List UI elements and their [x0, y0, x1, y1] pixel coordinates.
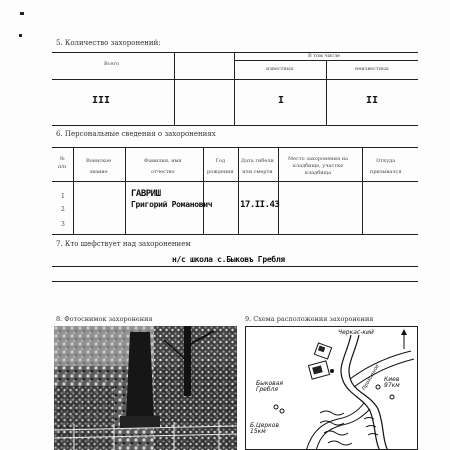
col-unknown: неизвестных: [355, 66, 389, 72]
map-label-kiev: Киев 97км: [384, 376, 400, 390]
header-death: Дата гибели или смерти: [241, 158, 274, 175]
grave-photo: [54, 326, 237, 450]
table-line: [362, 147, 363, 234]
section5-heading: 5. Количество захоронений:: [56, 39, 161, 47]
table-line: [52, 125, 418, 126]
table-line: [278, 147, 279, 234]
scan-mark: [19, 34, 22, 37]
header-origin: Откуда призывался: [370, 158, 402, 175]
header-num: № п/п: [58, 156, 67, 170]
header-rank: Воинское звание: [86, 158, 112, 175]
value-total: III: [92, 95, 111, 106]
col-known: известных: [266, 66, 294, 72]
table-line: [52, 147, 418, 148]
section6-heading: 6. Персональные сведения о захоронениях: [56, 130, 216, 138]
grave-photo-image: [54, 326, 237, 450]
table-line: [52, 234, 418, 235]
table-line: [73, 147, 74, 234]
col-total: Всего: [104, 61, 120, 67]
header-birth: Год рождения: [207, 158, 234, 175]
given-names: Григорий Романович: [131, 200, 213, 209]
map-label-road: Проходное: [361, 363, 381, 392]
table-line: [125, 147, 126, 234]
row-number: 1: [61, 193, 65, 200]
map-label-bykova: Быковая Гребля: [256, 380, 283, 394]
header-place: Место захоронения на кладбище, участке кладбища: [288, 156, 349, 176]
patron-value: н/с школа с.Быковъ Гребля: [172, 255, 285, 264]
underline: [52, 281, 418, 282]
row-number: 3: [61, 221, 65, 228]
row-number: 2: [61, 206, 65, 213]
col-including: В том числе: [308, 53, 341, 59]
map-label-cherkassy: Черкас-кий: [338, 329, 374, 336]
table-line: [203, 147, 204, 234]
value-known: I: [278, 95, 285, 106]
header-name: Фамилия, имя отчество: [144, 158, 182, 175]
table-line: [326, 60, 327, 125]
surname: ГАВРИШ: [131, 189, 161, 199]
scan-mark: [20, 12, 24, 15]
death-date: 17.II.43: [240, 200, 280, 210]
table-line: [52, 52, 418, 53]
value-unknown: II: [366, 95, 379, 106]
table-line: [52, 79, 418, 80]
location-map: [245, 326, 418, 450]
table-line: [238, 147, 239, 234]
section7-heading: 7. Кто шефствует над захоронением: [56, 240, 191, 248]
section9-heading: 9. Схема расположения захоронения: [245, 315, 374, 323]
table-line: [234, 52, 235, 125]
map-label-belaya: Б.Церков 15км: [250, 422, 280, 436]
underline: [52, 266, 418, 267]
table-line: [174, 52, 175, 125]
section8-heading: 8. Фотоснимок захоронения: [56, 315, 153, 323]
table-line: [52, 181, 418, 182]
